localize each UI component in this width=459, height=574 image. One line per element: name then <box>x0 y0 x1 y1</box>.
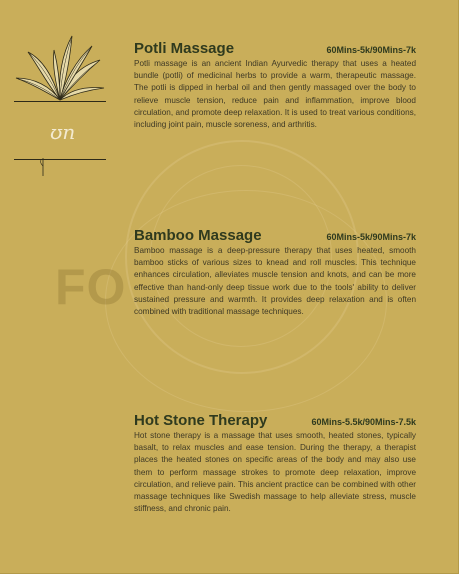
logo-rule-top <box>14 101 106 102</box>
stem-icon <box>40 158 46 178</box>
service-header <box>134 227 416 245</box>
service-potli-massage <box>134 40 416 131</box>
logo-mark: ʊn <box>50 120 76 144</box>
service-bamboo-massage <box>134 227 416 318</box>
service-title: Hot Stone Therapy <box>134 412 268 429</box>
service-header <box>134 40 416 58</box>
service-description: Hot stone therapy is a massage that uses smooth, heated stones, typically basalt, to relax muscles and ease tension. During the therapy, a therapist places the heated stones on specific areas of the body and may also use them to perform massage strokes to promote deep relaxation, improve circulation, and relieve pain. This ancient practice can be combined with other massage techniques like Swedish massage to help alleviate stress, muscle stiffness, and chronic pain. <box>134 431 416 514</box>
watermark-text: FO <box>55 259 127 315</box>
service-title: Potli Massage <box>134 40 235 57</box>
service-price: 60Mins-5k/90Mins-7k <box>326 232 416 242</box>
service-description: Bamboo massage is a deep-pressure therapy that uses heated, smooth bamboo sticks of various sizes to knead and roll muscles. This technique enhances circulation, alleviates muscle tension and knots, and can be more effective than hand-only deep tissue work due to the tools' ability to deliver sustained pressure and warmth. It provides deep relaxation and is often combined with traditional massage techniques. <box>134 246 416 317</box>
service-title: Bamboo Massage <box>134 227 262 244</box>
logo-rule-bottom <box>14 159 106 160</box>
service-hot-stone-therapy <box>134 412 416 515</box>
leaf-plant-illustration <box>14 30 106 102</box>
brand-logo <box>14 30 106 180</box>
service-header <box>134 412 416 430</box>
service-price: 60Mins-5.5k/90Mins-7.5k <box>311 417 416 427</box>
service-price: 60Mins-5k/90Mins-7k <box>326 45 416 55</box>
service-description: Potli massage is an ancient Indian Ayurvedic therapy that uses a heated bundle (potli) of medicinal herbs to provide a warm, therapeutic massage. The potli is dipped in herbal oil and then gently massaged over the body to relieve muscle tension, reduce pain and inflammation, improve blood circulation, and promote deep relaxation. It is used to treat various conditions, including joint pain, muscle soreness, and arthritis. <box>134 59 416 130</box>
